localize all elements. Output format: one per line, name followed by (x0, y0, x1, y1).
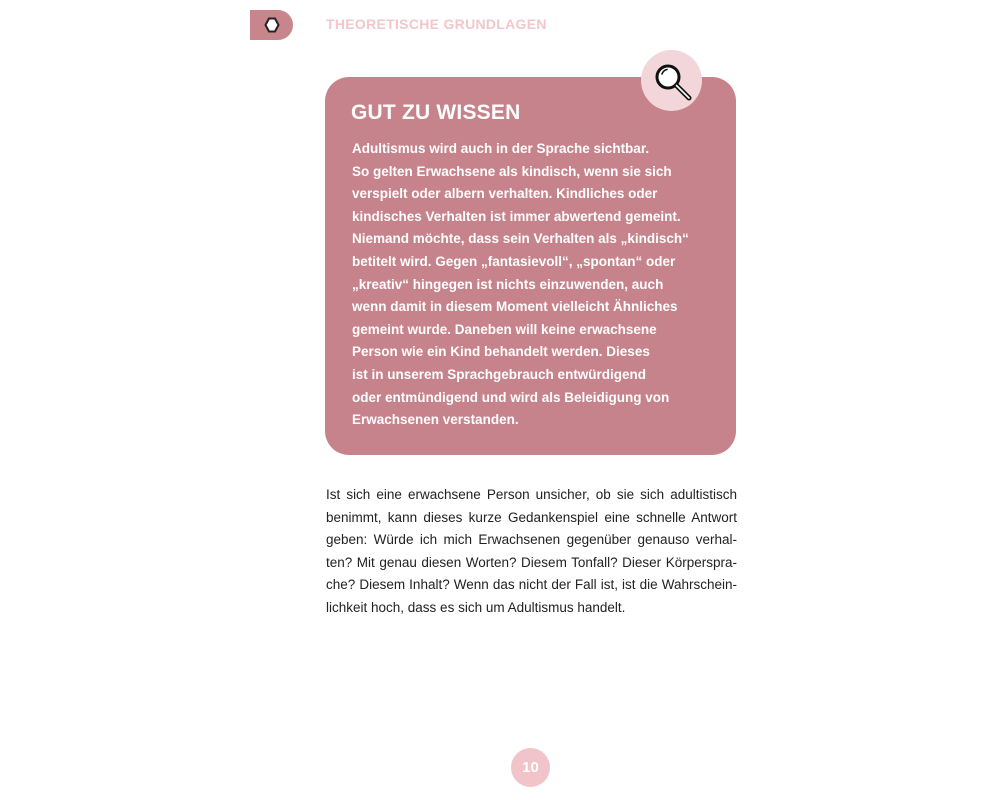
body-line: geben: Würde ich mich Erwachsenen gegenüber genauso verhal- (326, 532, 737, 548)
magnifying-glass-icon (653, 62, 693, 102)
info-box-line: gemeint wurde. Daneben will keine erwachsene (352, 321, 657, 337)
info-box-line: So gelten Erwachsene als kindisch, wenn sie sich (352, 163, 672, 179)
info-box-line: ist in unserem Sprachgebrauch entwürdigend (352, 366, 647, 382)
chapter-title: THEORETISCHE GRUNDLAGEN (326, 16, 547, 32)
body-line: benimmt, kann dieses kurze Gedankenspiel eine schnelle Antwort (326, 509, 737, 525)
info-box-line: Erwachsenen verstanden. (352, 412, 519, 428)
body-line: Ist sich eine erwachsene Person unsicher, ob sie sich adultistisch (326, 487, 737, 502)
info-box-line: betitelt wird. Gegen „fantasievoll“, „spontan“ oder (352, 253, 676, 269)
info-box-title: GUT ZU WISSEN (351, 101, 521, 124)
body-line: ten? Mit genau diesen Worten? Diesem Tonfall? Dieser Körperspra- (326, 554, 737, 570)
info-box-line: Person wie ein Kind behandelt werden. Dieses (352, 344, 650, 360)
body-paragraph (326, 484, 737, 620)
page-number: 10 (511, 748, 550, 787)
info-box-line: wenn damit in diesem Moment vielleicht Ähnliches (352, 299, 678, 315)
chapter-tab (250, 10, 293, 40)
body-line: che? Diesem Inhalt? Wenn das nicht der Fall ist, ist die Wahrschein- (326, 577, 737, 593)
body-line: lichkeit hoch, dass es sich um Adultismus handelt. (326, 599, 626, 615)
info-box-line: „kreativ“ hingegen ist nichts einzuwenden, auch (352, 276, 664, 292)
magnifier-badge (641, 50, 702, 111)
hexagon-icon (264, 17, 280, 33)
info-box-line: kindisches Verhalten ist immer abwertend gemeint. (352, 208, 681, 224)
info-box-line: oder entmündigend und wird als Beleidigung von (352, 389, 670, 405)
info-box-text (352, 138, 724, 432)
info-box-line: Adultismus wird auch in der Sprache sichtbar. (352, 141, 650, 156)
info-box-line: Niemand möchte, dass sein Verhalten als „kindisch“ (352, 231, 689, 247)
info-box-line: verspielt oder albern verhalten. Kindliches oder (352, 186, 658, 202)
